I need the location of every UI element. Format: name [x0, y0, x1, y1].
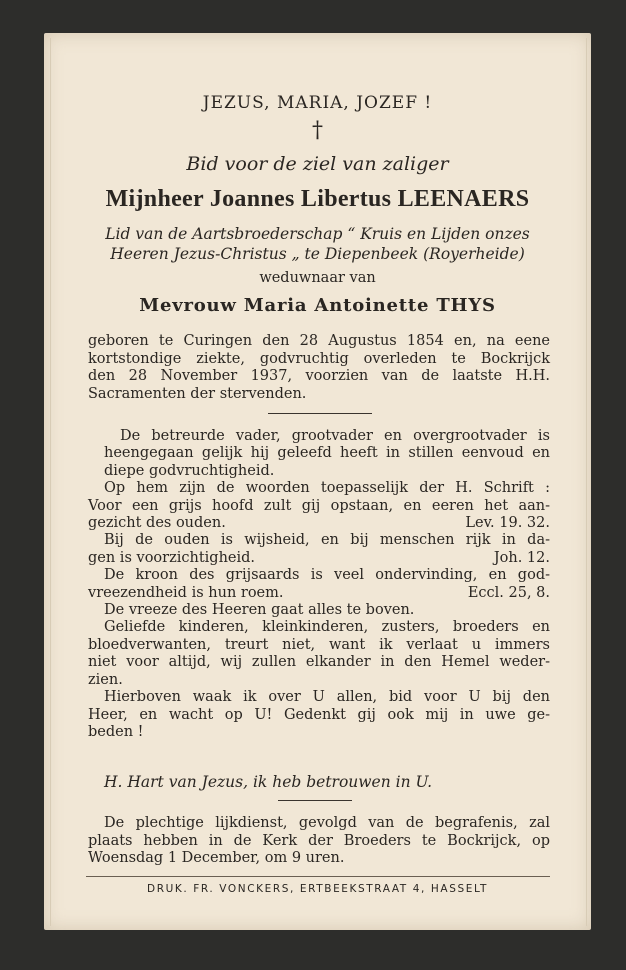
paragraph-1: De betreurde vader, grootvader en overgrootvader is heengegaan gelijk hij geleefd heeft in stillen eenvoud en diepe godvruchtigheid.: [104, 428, 550, 479]
paragraph-2: Op hem zijn de woorden toepasselijk der H. Schrift : Voor een grijs hoofd zult gij opstaan, en eeren het aan- gezicht des ouden. Lev. 19. 32.: [88, 480, 550, 532]
footer-divider: [86, 876, 550, 877]
paragraph-3: Bij de ouden is wijsheid, en bij menschen rijk in da- gen is voorzichtigheid. Joh. 12.: [88, 532, 550, 566]
paragraph-7: Hierboven waak ik over U allen, bid voor U bij den Heer, en wacht op U! Gedenkt gij ook mij in uwe ge- beden !: [88, 689, 550, 740]
cross-icon: †: [312, 118, 323, 143]
biography-line: Sacramenten der stervenden.: [88, 385, 307, 402]
membership-line-2: Heeren Jezus-Christus „ te Diepenbeek (Royerheide): [110, 245, 525, 263]
printer-imprint: DRUK. FR. VONCKERS, ERTBEEKSTRAAT 4, HASSELT: [147, 883, 488, 895]
scripture-reference: Lev. 19. 32.: [465, 515, 550, 532]
deceased-name: Mijnheer Joannes Libertus LEENAERS: [105, 186, 530, 212]
prayer-line: Bid voor de ziel van zaliger: [186, 153, 449, 175]
spouse-name: Mevrouw Maria Antoinette THYS: [139, 295, 496, 316]
paragraph-4: De kroon des grijsaards is veel ondervinding, en god- vreezendheid is hun roem. Eccl. 25, 8.: [88, 567, 550, 601]
divider: [268, 413, 372, 414]
body-text: [88, 428, 550, 741]
divider: [278, 800, 352, 801]
sacred-heart-invocation: H. Hart van Jezus, ik heb betrouwen in U.: [104, 773, 433, 791]
paragraph-5: De vreeze des Heeren gaat alles te boven.: [104, 602, 415, 619]
biography-line: kortstondige ziekte, godvruchtig overleden te Bockrijck: [88, 350, 550, 367]
funeral-notice: De plechtige lijkdienst, gevolgd van de begrafenis, zal plaats hebben in de Kerk der Broeders te Bockrijck, op Woensdag 1 December, om 9 uren.: [88, 815, 550, 866]
biography: [88, 333, 550, 403]
scripture-reference: Joh. 12.: [493, 549, 550, 566]
paragraph-6: Geliefde kinderen, kleinkinderen, zusters, broeders en bloedverwanten, treurt niet, want ik verlaat u immers niet voor altijd, wij zullen elkander in den Hemel weder- zien.: [88, 619, 550, 688]
widower-line: weduwnaar van: [259, 270, 376, 286]
membership-line-1: Lid van de Aartsbroederschap “ Kruis en Lijden onzes: [105, 225, 530, 243]
scripture-reference: Eccl. 25, 8.: [467, 584, 550, 601]
biography-line: geboren te Curingen den 28 Augustus 1854 en, na eene: [88, 333, 550, 349]
biography-line: den 28 November 1937, voorzien van de laatste H.H.: [88, 368, 550, 384]
invocation-heading: JEZUS, MARIA, JOZEF !: [202, 93, 433, 113]
